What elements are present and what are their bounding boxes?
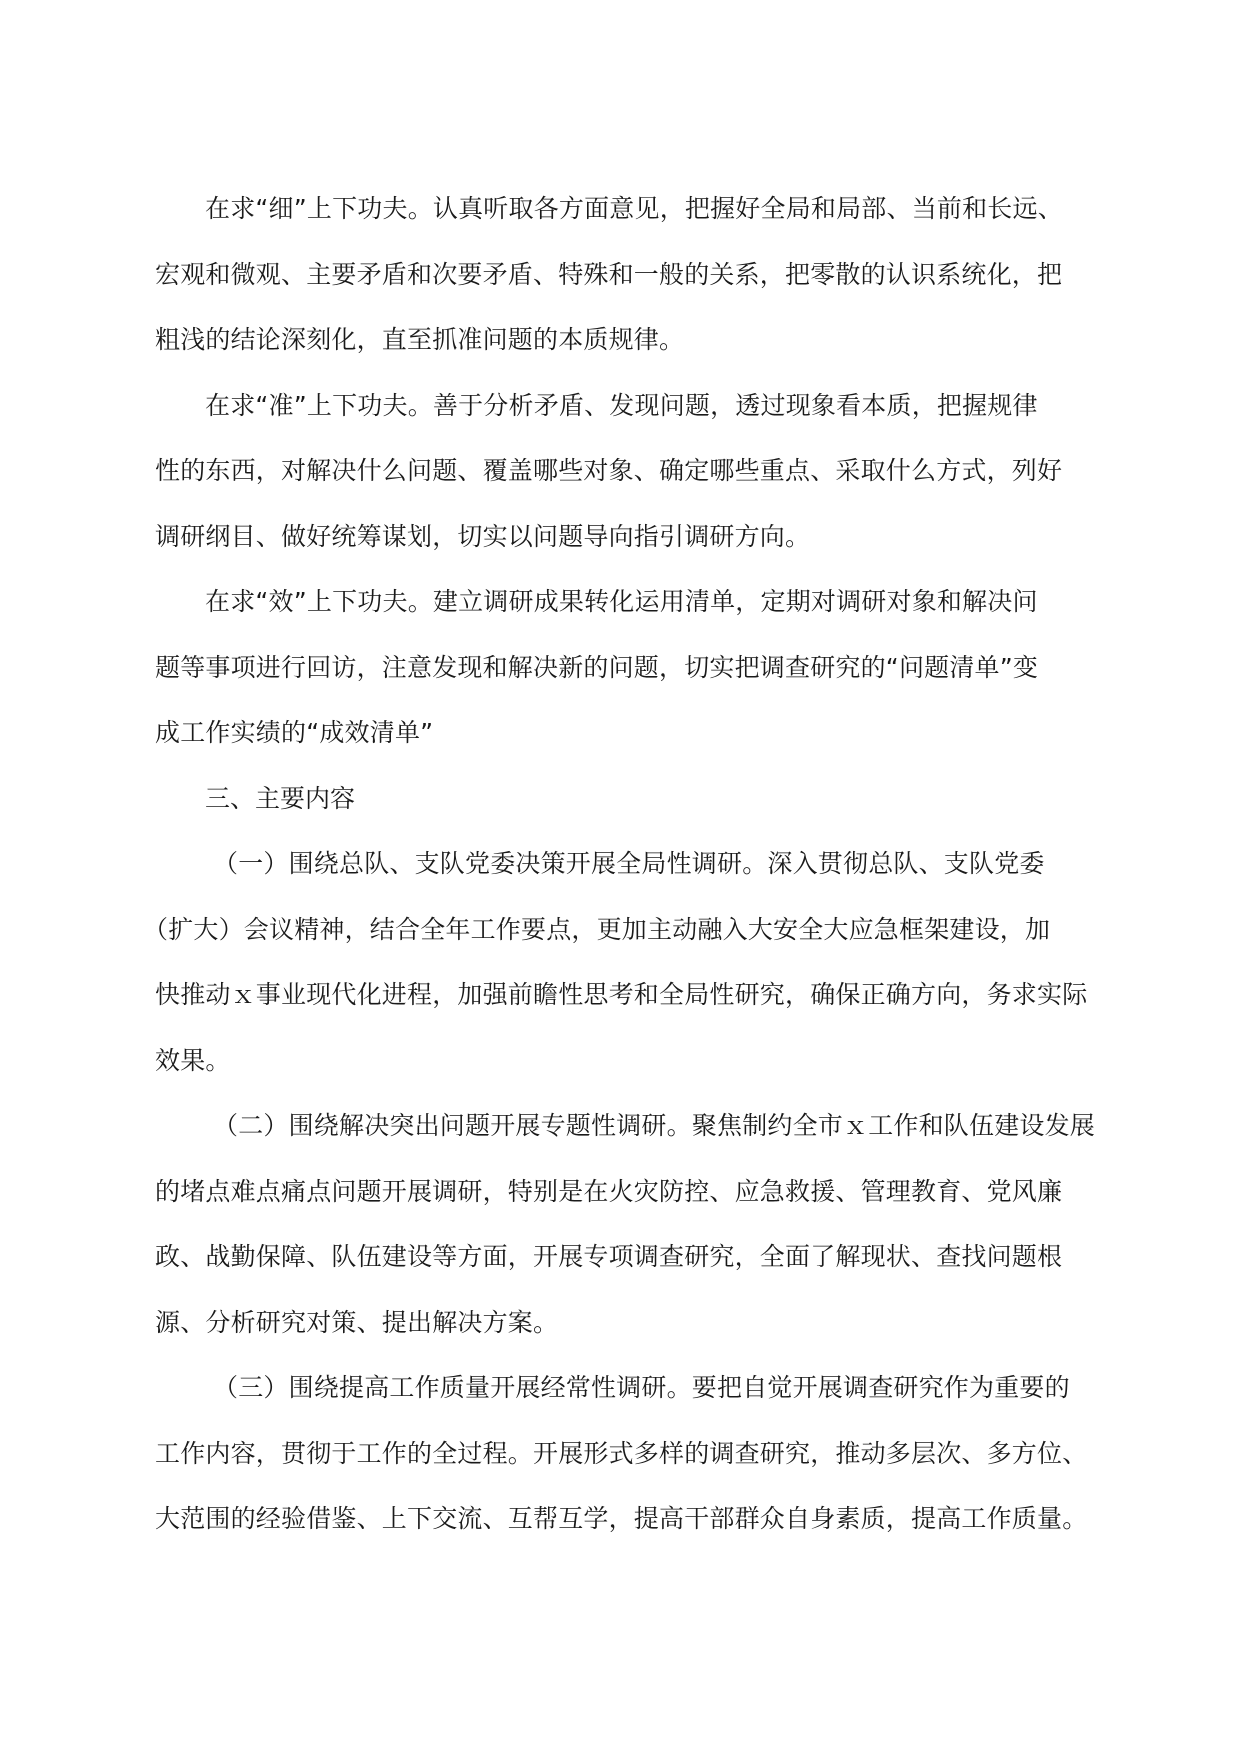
paragraph-qiu-xiao [155,569,1085,766]
text-line: 性的东西，对解决什么问题、覆盖哪些对象、确定哪些重点、采取什么方式，列好 [155,456,1063,485]
text-line: 快推动ｘ事业现代化进程，加强前瞻性思考和全局性研究，确保正确方向，务求实际 [155,980,1088,1009]
text-line: 的堵点难点痛点问题开展调研，特别是在火灾防控、应急救援、管理教育、党风廉 [155,1176,1063,1206]
text-line: （二）围绕解决突出问题开展专题性调研。聚焦制约全市ｘ工作和队伍建设发展 [213,1111,1096,1140]
text-line: 宏观和微观、主要矛盾和次要矛盾、特殊和一般的关系，把零散的认识系统化，把 [155,259,1063,289]
text-line: 大范围的经验借鉴、上下交流、互帮互学，提高干部群众自身素质，提高工作质量。 [155,1504,1088,1533]
item-three [155,1355,1088,1552]
text-line: 工作内容，贯彻于工作的全过程。开展形式多样的调查研究，推动多层次、多方位、 [155,1438,1088,1468]
text-line: （扩大）会议精神，结合全年工作要点，更加主动融入大安全大应急框架建设，加 [143,914,1051,944]
text-line: 成工作实绩的“成效清单” [155,718,434,747]
text-line: 在求“细”上下功夫。认真听取各方面意见，把握好全局和局部、当前和长远、 [205,194,1063,223]
section-heading: 三、主要内容 [205,783,356,813]
text-line: 源、分析研究对策、提出解决方案。 [155,1307,559,1337]
text-line: 在求“准”上下功夫。善于分析矛盾、发现问题，透过现象看本质，把握规律 [205,390,1038,420]
text-line: （三）围绕提高工作质量开展经常性调研。要把自觉开展调查研究作为重要的 [213,1373,1070,1402]
text-line: 在求“效”上下功夫。建立调研成果转化运用清单，定期对调研对象和解决问 [205,587,1038,616]
paragraph-qiu-zhun [155,373,1085,570]
text-line: 效果。 [155,1045,231,1075]
text-line: 粗浅的结论深刻化，直至抓准问题的本质规律。 [155,325,685,354]
paragraph-qiu-xi [155,176,1085,373]
item-two [155,1093,1096,1355]
text-line: （一）围绕总队、支队党委决策开展全局性调研。深入贯彻总队、支队党委 [213,849,1045,878]
text-line: 题等事项进行回访，注意发现和解决新的问题，切实把调查研究的“问题清单”变 [155,652,1039,682]
item-one [143,831,1088,1093]
text-line: 调研纲目、做好统筹谋划，切实以问题导向指引调研方向。 [155,521,811,551]
document-body [143,176,1096,1552]
text-line: 政、战勤保障、队伍建设等方面，开展专项调查研究，全面了解现状、查找问题根 [155,1242,1063,1271]
